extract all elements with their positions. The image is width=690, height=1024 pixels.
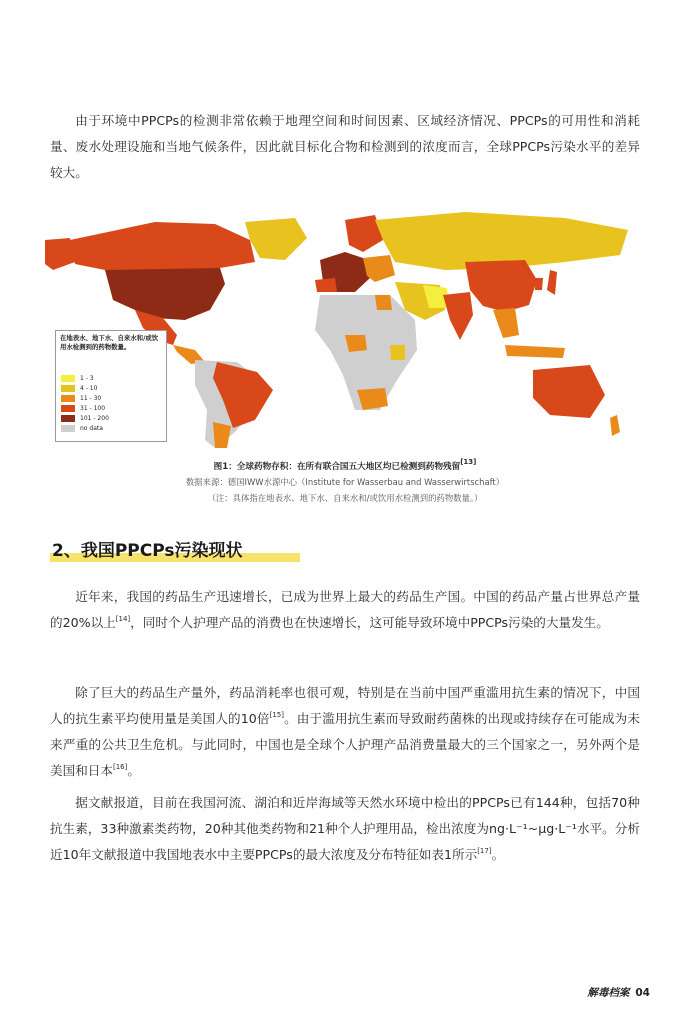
figure-caption-source: 数据来源：德国IWW水源中心（Institute for Wasserbau and Wasserwirtschaft） bbox=[185, 477, 505, 487]
legend-item: 1 - 3 bbox=[61, 375, 94, 383]
map-iberia bbox=[315, 278, 337, 292]
figure-caption-title: 图1：全球药物存积：在所有联合国五大地区均已检测到药物残留[13] bbox=[213, 458, 477, 472]
legend-item: no data bbox=[61, 425, 103, 433]
section-title: 2、我国PPCPs污染现状 bbox=[52, 541, 243, 561]
intro-paragraph: 由于环境中PPCPs的检测非常依赖于地理空间和时间因素、区域经济情况、PPCPs的可用性和消耗量、废水处理设施和当地气候条件，因此就目标化合物和检测到的浓度而言，全球PPCPs污染水平的差异较大。 bbox=[50, 113, 640, 180]
legend-swatch bbox=[61, 415, 75, 422]
legend-swatch bbox=[61, 405, 75, 412]
legend-item: 31 - 100 bbox=[61, 405, 105, 413]
map-korea bbox=[535, 278, 543, 290]
legend-swatch bbox=[61, 395, 75, 402]
legend-item: 101 - 200 bbox=[61, 415, 109, 423]
map-kenya bbox=[390, 345, 405, 360]
map-egypt bbox=[375, 295, 392, 310]
footer-brand: 解毒档案 bbox=[587, 987, 630, 999]
legend-item: 11 - 30 bbox=[61, 395, 101, 403]
legend-title: 在地表水、地下水、自来水和/或饮用水检测到的药物数量。 bbox=[60, 334, 159, 351]
page-number: 04 bbox=[635, 987, 650, 999]
body-paragraph: 除了巨大的药品生产量外，药品消耗率也很可观，特别是在当前中国严重滥用抗生素的情况下，中国人的抗生素平均使用量是美国人的10倍[15]。由于滥用抗生素而导致耐药菌株的出现或持续存在可能成为未来严重的公共卫生危机。与此同时，中国也是全球个人护理产品消费量最大的三个国家之一，另外两个是美国和日本[16]。 bbox=[50, 685, 640, 778]
legend-swatch bbox=[61, 425, 75, 432]
map-legend bbox=[55, 330, 167, 442]
figure-caption-note: （注：具体指在地表水、地下水、自来水和/或饮用水检测到的药物数量。） bbox=[207, 493, 483, 503]
body-paragraph: 据文献报道，目前在我国河流、湖泊和近岸海域等天然水环境中检出的PPCPs已有144种，包括70种抗生素，33种激素类药物，20种其他类药物和21种个人护理用品，检出浓度为ng·L⁻¹~μg·L⁻¹水平。分析近10年文献报道中我国地表水中主要PPCPs的最大浓度及分布特征如表1所示[17]。 bbox=[50, 795, 640, 862]
legend-item: 4 - 10 bbox=[61, 385, 97, 393]
legend-swatch bbox=[61, 375, 75, 382]
legend-swatch bbox=[61, 385, 75, 392]
body-paragraph: 近年来，我国的药品生产迅速增长，已成为世界上最大的药品生产国。中国的药品产量占世界总产量的20%以上[14]，同时个人护理产品的消费也在快速增长，这可能导致环境中PPCPs污染的大量发生。 bbox=[50, 589, 640, 630]
page-footer bbox=[587, 985, 650, 1000]
